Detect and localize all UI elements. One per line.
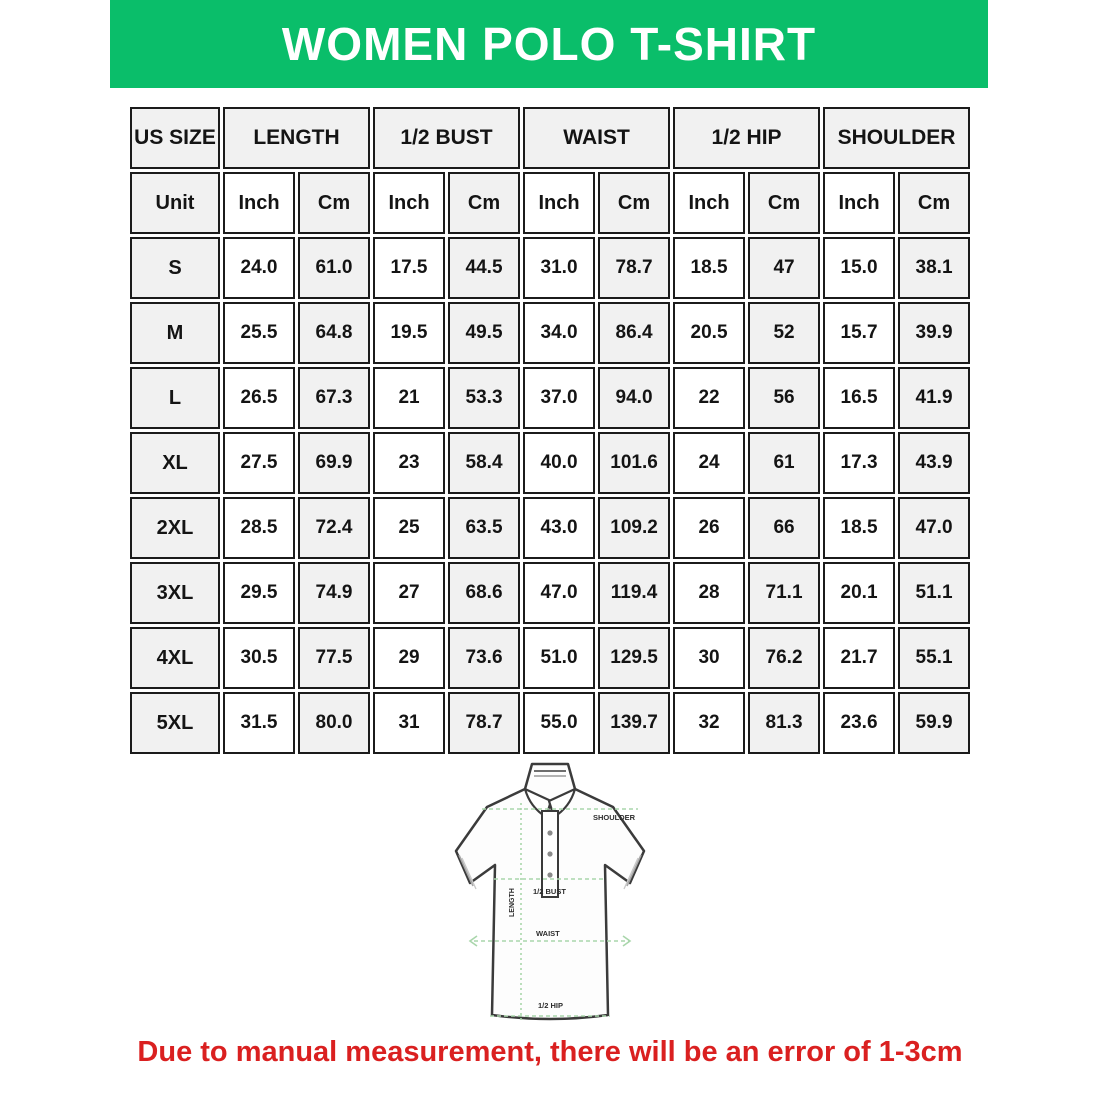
measurement-cell: 74.9 xyxy=(298,562,370,624)
measurement-cell: 24 xyxy=(673,432,745,494)
hip-label: 1/2 HIP xyxy=(538,1001,564,1010)
measurement-cell: 52 xyxy=(748,302,820,364)
unit-cell: Cm xyxy=(298,172,370,234)
unit-cell: Cm xyxy=(748,172,820,234)
measurement-cell: 18.5 xyxy=(823,497,895,559)
unit-cell: Cm xyxy=(898,172,970,234)
measurement-cell: 53.3 xyxy=(448,367,520,429)
page-title: WOMEN POLO T-SHIRT xyxy=(281,18,817,70)
measurement-cell: 51.0 xyxy=(523,627,595,689)
measurement-cell: 21.7 xyxy=(823,627,895,689)
size-label-cell: M xyxy=(130,302,220,364)
measurement-cell: 94.0 xyxy=(598,367,670,429)
header-half-bust: 1/2 BUST xyxy=(373,107,520,169)
size-label-cell: S xyxy=(130,237,220,299)
measurement-cell: 21 xyxy=(373,367,445,429)
measurement-cell: 109.2 xyxy=(598,497,670,559)
unit-row xyxy=(130,172,970,234)
unit-cell: Cm xyxy=(598,172,670,234)
measurement-cell: 44.5 xyxy=(448,237,520,299)
measurement-cell: 47 xyxy=(748,237,820,299)
measurement-cell: 27.5 xyxy=(223,432,295,494)
measurement-cell: 59.9 xyxy=(898,692,970,754)
size-label-cell: XL xyxy=(130,432,220,494)
measurement-cell: 66 xyxy=(748,497,820,559)
measurement-cell: 19.5 xyxy=(373,302,445,364)
measurement-cell: 119.4 xyxy=(598,562,670,624)
size-label-cell: 4XL xyxy=(130,627,220,689)
measurement-cell: 51.1 xyxy=(898,562,970,624)
measurement-cell: 64.8 xyxy=(298,302,370,364)
header-us-size: US SIZE xyxy=(130,107,220,169)
measurement-cell: 40.0 xyxy=(523,432,595,494)
size-label-cell: 3XL xyxy=(130,562,220,624)
measurement-cell: 24.0 xyxy=(223,237,295,299)
measurement-cell: 76.2 xyxy=(748,627,820,689)
measurement-cell: 63.5 xyxy=(448,497,520,559)
title-banner xyxy=(110,0,988,88)
measurement-cell: 43.9 xyxy=(898,432,970,494)
table-row xyxy=(130,627,970,689)
measurement-cell: 23 xyxy=(373,432,445,494)
shoulder-label: SHOULDER xyxy=(593,813,636,822)
size-rows xyxy=(130,237,970,754)
table-row xyxy=(130,692,970,754)
size-label-cell: L xyxy=(130,367,220,429)
measurement-cell: 26 xyxy=(673,497,745,559)
measurement-cell: 29.5 xyxy=(223,562,295,624)
measurement-cell: 26.5 xyxy=(223,367,295,429)
table-row xyxy=(130,497,970,559)
measurement-cell: 47.0 xyxy=(523,562,595,624)
measurement-cell: 31.5 xyxy=(223,692,295,754)
measurement-cell: 78.7 xyxy=(598,237,670,299)
header-shoulder: SHOULDER xyxy=(823,107,970,169)
measurement-cell: 49.5 xyxy=(448,302,520,364)
measurement-cell: 17.3 xyxy=(823,432,895,494)
unit-cell: Unit xyxy=(130,172,220,234)
button-icon xyxy=(547,872,552,877)
length-label: LENGTH xyxy=(509,888,516,917)
measurement-cell: 72.4 xyxy=(298,497,370,559)
measurement-cell: 22 xyxy=(673,367,745,429)
table-row xyxy=(130,432,970,494)
unit-cell: Inch xyxy=(523,172,595,234)
measurement-cell: 47.0 xyxy=(898,497,970,559)
measurement-cell: 15.7 xyxy=(823,302,895,364)
unit-cell: Inch xyxy=(823,172,895,234)
bust-label: 1/2 BUST xyxy=(533,887,566,896)
measurement-cell: 30.5 xyxy=(223,627,295,689)
measurement-cell: 30 xyxy=(673,627,745,689)
measurement-cell: 29 xyxy=(373,627,445,689)
measurement-cell: 34.0 xyxy=(523,302,595,364)
measurement-cell: 41.9 xyxy=(898,367,970,429)
header-length: LENGTH xyxy=(223,107,370,169)
measurement-cell: 129.5 xyxy=(598,627,670,689)
size-label-cell: 2XL xyxy=(130,497,220,559)
measurement-cell: 27 xyxy=(373,562,445,624)
measurement-cell: 71.1 xyxy=(748,562,820,624)
measurement-cell: 55.1 xyxy=(898,627,970,689)
measurement-cell: 23.6 xyxy=(823,692,895,754)
measurement-cell: 31 xyxy=(373,692,445,754)
measurement-cell: 18.5 xyxy=(673,237,745,299)
measurement-cell: 78.7 xyxy=(448,692,520,754)
table-row xyxy=(130,367,970,429)
size-chart-table xyxy=(127,104,973,757)
measurement-cell: 25.5 xyxy=(223,302,295,364)
measurement-cell: 73.6 xyxy=(448,627,520,689)
measurement-cell: 101.6 xyxy=(598,432,670,494)
measurement-cell: 31.0 xyxy=(523,237,595,299)
button-icon xyxy=(547,851,552,856)
table-row xyxy=(130,237,970,299)
measurement-cell: 37.0 xyxy=(523,367,595,429)
measurement-cell: 43.0 xyxy=(523,497,595,559)
unit-cell: Cm xyxy=(448,172,520,234)
table-row xyxy=(130,302,970,364)
measurement-cell: 25 xyxy=(373,497,445,559)
measurement-cell: 61.0 xyxy=(298,237,370,299)
unit-cell: Inch xyxy=(223,172,295,234)
measurement-cell: 55.0 xyxy=(523,692,595,754)
table-header-row xyxy=(130,107,970,169)
measurement-cell: 38.1 xyxy=(898,237,970,299)
measurement-cell: 28 xyxy=(673,562,745,624)
measurement-cell: 69.9 xyxy=(298,432,370,494)
unit-cell: Inch xyxy=(373,172,445,234)
measurement-cell: 77.5 xyxy=(298,627,370,689)
measurement-cell: 17.5 xyxy=(373,237,445,299)
measurement-cell: 56 xyxy=(748,367,820,429)
size-label-cell: 5XL xyxy=(130,692,220,754)
measurement-cell: 15.0 xyxy=(823,237,895,299)
table-row xyxy=(130,562,970,624)
measurement-cell: 68.6 xyxy=(448,562,520,624)
polo-shirt-diagram xyxy=(430,755,670,1043)
measurement-cell: 58.4 xyxy=(448,432,520,494)
unit-cell: Inch xyxy=(673,172,745,234)
header-waist: WAIST xyxy=(523,107,670,169)
measurement-cell: 86.4 xyxy=(598,302,670,364)
measurement-cell: 139.7 xyxy=(598,692,670,754)
header-half-hip: 1/2 HIP xyxy=(673,107,820,169)
measurement-cell: 67.3 xyxy=(298,367,370,429)
button-icon xyxy=(547,830,552,835)
measurement-cell: 81.3 xyxy=(748,692,820,754)
measurement-cell: 28.5 xyxy=(223,497,295,559)
measurement-cell: 61 xyxy=(748,432,820,494)
measurement-cell: 32 xyxy=(673,692,745,754)
measurement-cell: 16.5 xyxy=(823,367,895,429)
measurement-note: Due to manual measurement, there will be an error of 1-3cm xyxy=(137,1036,963,1068)
measurement-cell: 20.1 xyxy=(823,562,895,624)
measurement-cell: 39.9 xyxy=(898,302,970,364)
measurement-cell: 20.5 xyxy=(673,302,745,364)
waist-label: WAIST xyxy=(536,929,560,938)
measurement-cell: 80.0 xyxy=(298,692,370,754)
